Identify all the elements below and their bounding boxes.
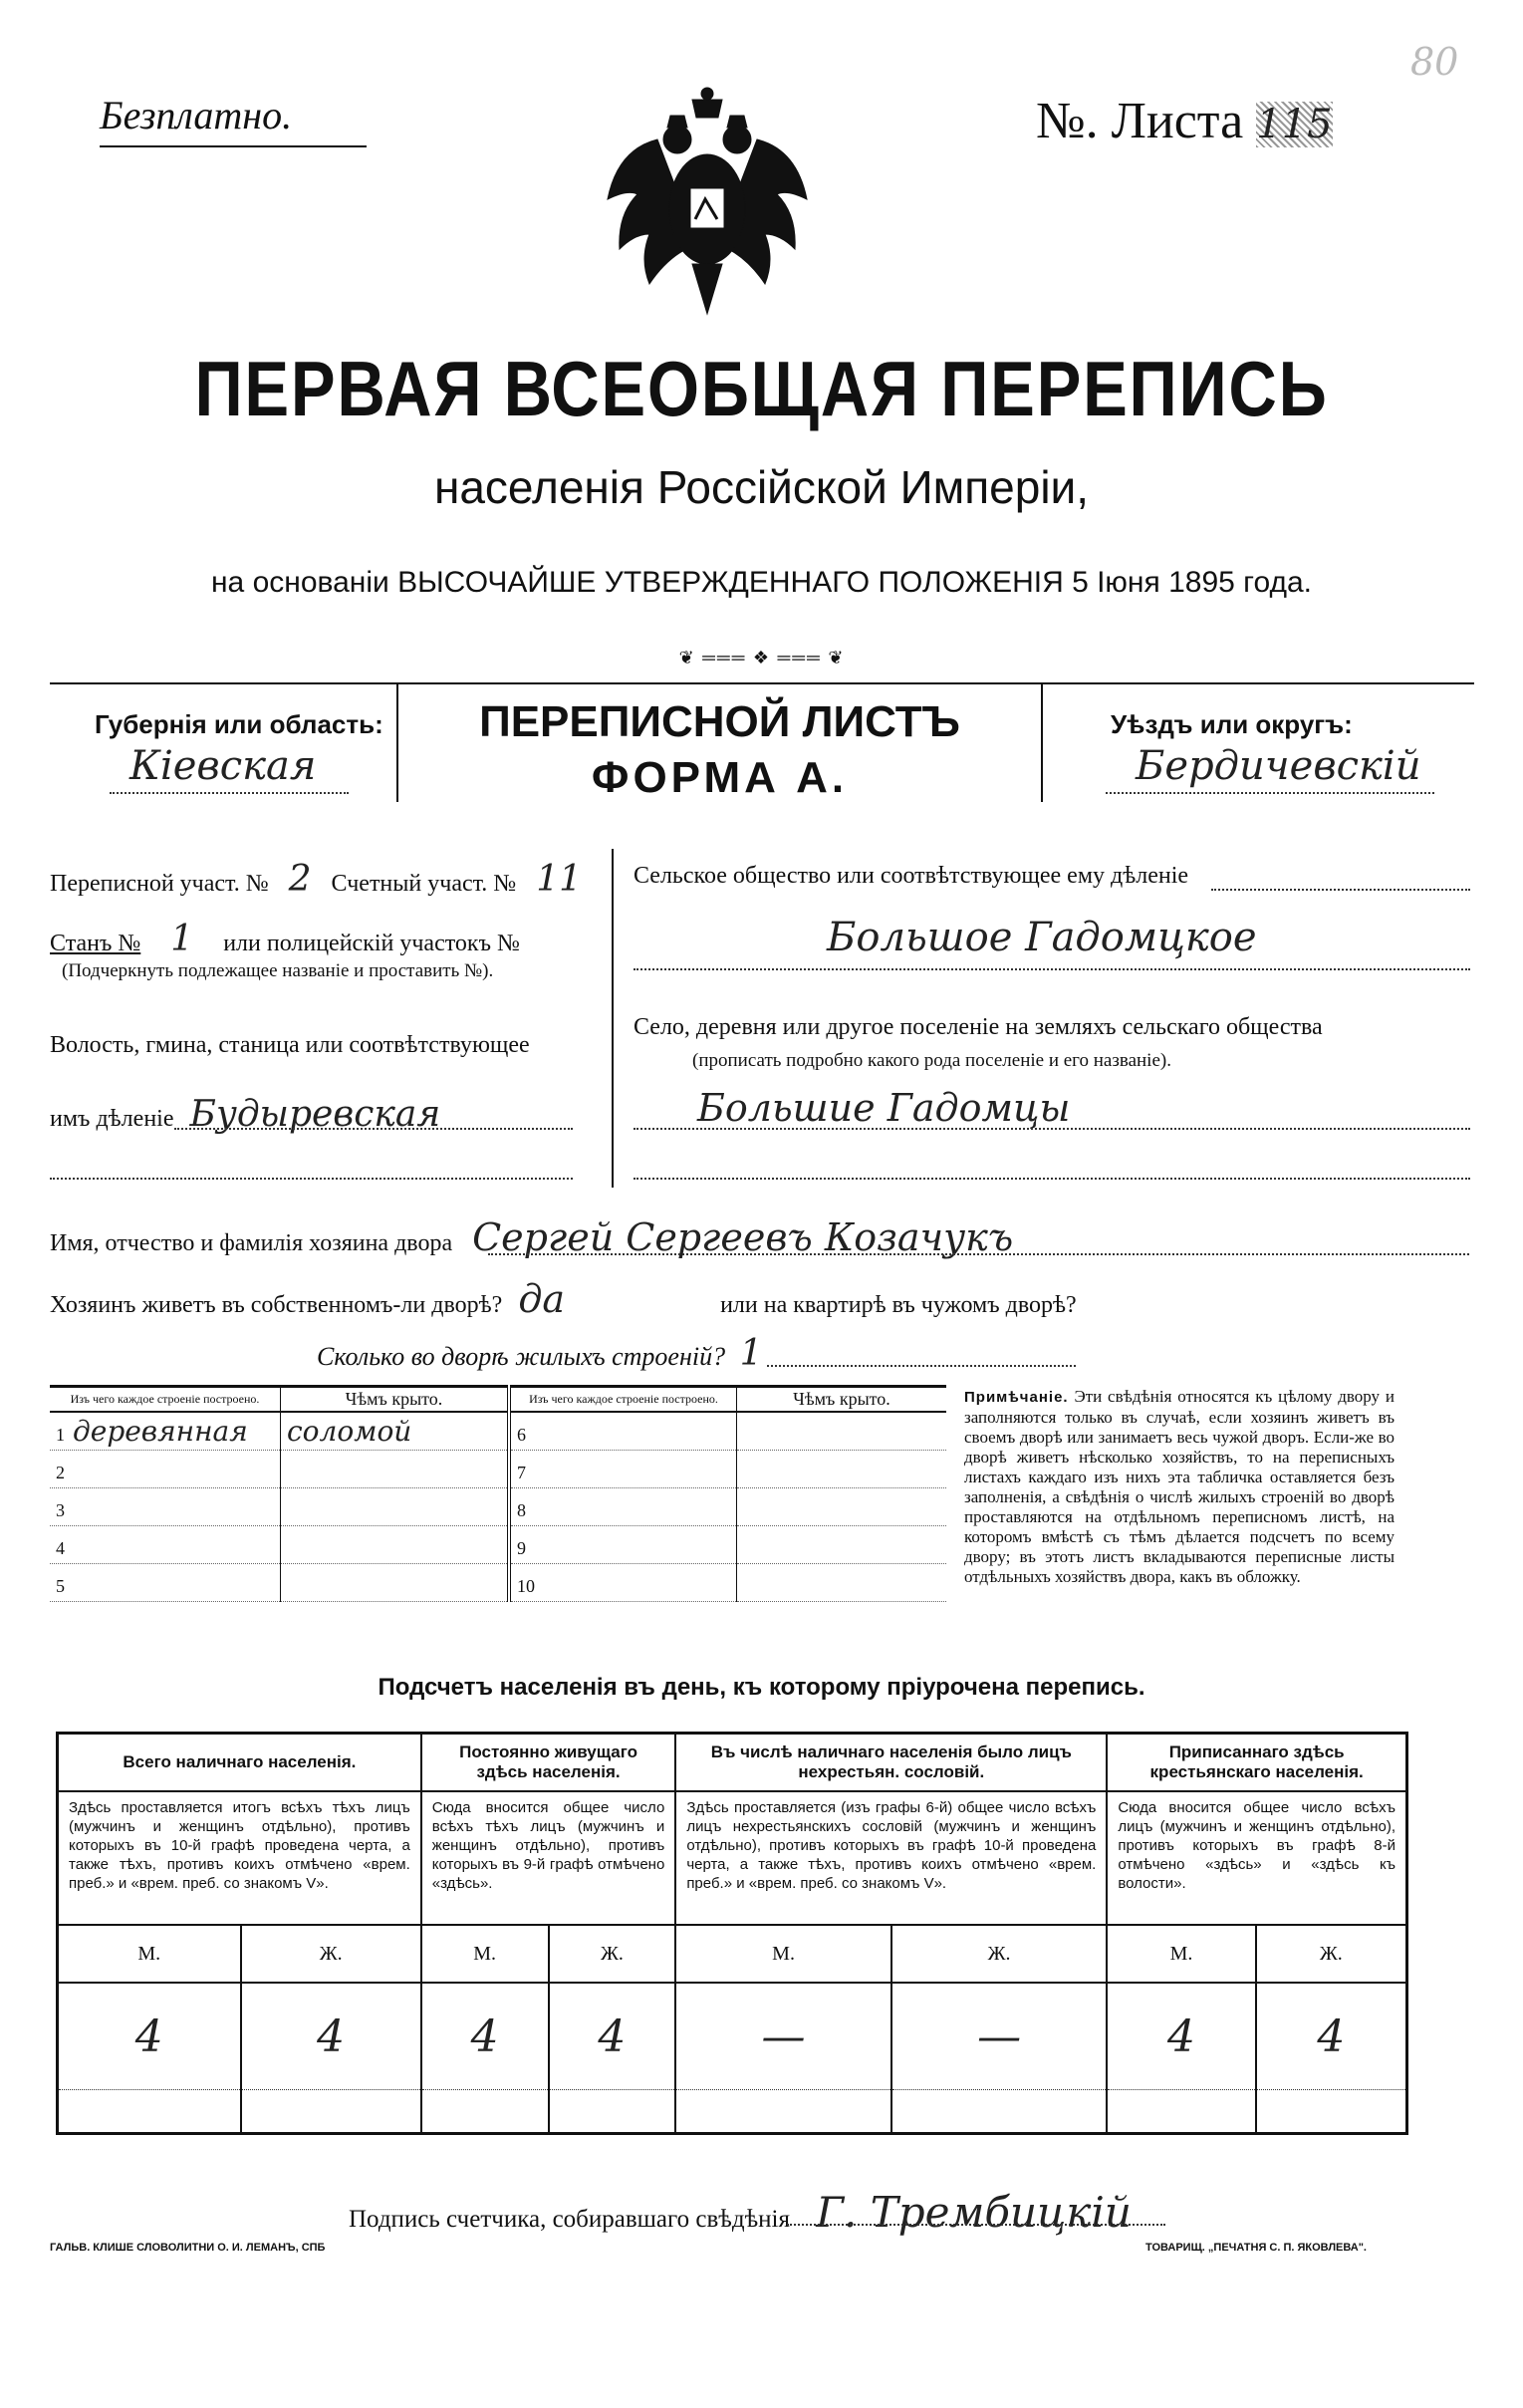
roof-header-left: Чѣмъ крыто. (281, 1387, 510, 1413)
basis-line: на основаніи ВЫСОЧАЙШЕ УТВЕРЖДЕННАГО ПОЛОЖЕНІЯ 5 Іюня 1895 года. (210, 566, 1312, 599)
corner-note: 80 (1410, 40, 1459, 84)
female-label: Ж. (1256, 1925, 1407, 1983)
population-desc-row (58, 1791, 1407, 1925)
apartment-label: или на квартирѣ въ чужомъ дворѣ? (720, 1292, 1077, 1318)
district-label: Уѣздъ или округъ: (1111, 709, 1353, 739)
form-title: ПЕРЕПИСНОЙ ЛИСТЪ (479, 697, 960, 746)
building-material-cell (50, 1487, 281, 1525)
population-blank-cell (1107, 2090, 1255, 2134)
province-value: Кіевская (129, 743, 317, 789)
male-label: М. (675, 1925, 890, 1983)
population-heading: Подсчетъ населенія въ день, къ которому пріурочена перепись. (378, 1674, 1145, 1701)
province-dots (110, 792, 349, 794)
main-title: ПЕРВАЯ ВСЕОБЩАЯ ПЕРЕПИСЬ (194, 345, 1329, 432)
female-count: 4 (241, 1983, 421, 2090)
free-label: Безплатно. (100, 93, 293, 137)
population-table-grid (56, 1732, 1408, 2135)
province-label: Губернія или область: (95, 709, 383, 739)
census-section-value: 2 (288, 859, 312, 900)
note-block (964, 1387, 1395, 1587)
society-dots-2 (634, 968, 1470, 970)
population-column-title: Постоянно живущаго здѣсь населенія. (421, 1734, 676, 1792)
signature-row (349, 2188, 1132, 2237)
society-value: Большое Гадомцкое (827, 915, 1257, 960)
note-text: Эти свѣдѣнія относятся къ цѣлому двору и заполняются только въ случаѣ, если хозяинъ живетъ въ своемъ дворѣ или занимаетъ весь чужой дворъ. Если-же во дворѣ живетъ нѣсколько хозяйствъ, то на переписныхъ листахъ каждаго изъ нихъ эта табличка оставляется безъ заполненія, а свѣдѣнія о числѣ жилыхъ строеній во дворѣ проставляются на отдѣльномъ переписномъ листѣ, на которомъ вмѣстѣ съ тѣмъ дѣлается подсчетъ по всему двору; въ этотъ листъ вкладываются переписные листы отдѣльныхъ хозяйствъ двора, какъ въ обложку. (964, 1387, 1395, 1586)
population-blank-cell (241, 2090, 421, 2134)
village-note: (прописать подробно какого рода поселеніе и его названіе). (692, 1050, 1171, 1071)
population-blank-cell (58, 2090, 241, 2134)
volost-dots-2 (50, 1178, 573, 1180)
buildings-label: Сколько во дворѣ жилыхъ строеній? (317, 1342, 726, 1371)
stan-value: 1 (170, 919, 194, 959)
form-top-rule (50, 682, 1474, 684)
population-values-row (58, 1983, 1407, 2090)
population-column-desc: Здѣсь проставляется итогъ всѣхъ тѣхъ лицъ (мужчинъ и женщинъ отдѣльно), противъ которыхъ въ 10-й графѣ проведена черта, а также тѣхъ, противъ коихъ отмѣчено «врем. преб.» и «врем. преб. со знакомъ V». (58, 1791, 421, 1925)
building-material-cell (50, 1450, 281, 1487)
owner-dots (488, 1253, 1469, 1255)
building-roof-cell (281, 1412, 510, 1450)
female-count: 4 (549, 1983, 676, 2090)
owner-name-value: Сергей Сергеевъ Козачукъ (472, 1215, 1014, 1259)
population-blank-cell (1256, 2090, 1407, 2134)
male-label: М. (58, 1925, 241, 1983)
population-blank-cell (675, 2090, 890, 2134)
male-count: 4 (58, 1983, 241, 2090)
volost-dots-1 (174, 1128, 573, 1130)
signature-label: Подпись счетчика, собиравшаго свѣдѣнія (349, 2206, 790, 2233)
building-number: 10 (517, 1575, 535, 1596)
village-value: Большие Гадомцы (697, 1086, 1071, 1130)
building-material-value: деревянная (73, 1414, 248, 1448)
census-section-label: Переписной участ. № (50, 871, 269, 897)
building-row (50, 1525, 946, 1563)
count-section-value: 11 (536, 859, 583, 900)
sheet-no-text: №. Листа (1036, 93, 1244, 149)
population-table (56, 1732, 1408, 2135)
lives-label: Хозяинъ живетъ въ собственномъ-ли дворѣ? (50, 1292, 503, 1318)
female-count: 4 (1256, 1983, 1407, 2090)
lives-row (50, 1277, 1077, 1321)
buildings-value: 1 (739, 1333, 763, 1374)
building-material-cell (50, 1563, 281, 1601)
material-header-left: Изъ чего каждое строеніе построено. (50, 1387, 281, 1413)
signature-value: Г. Трембицкій (816, 2188, 1132, 2237)
buildings-row (317, 1333, 763, 1374)
building-number: 2 (56, 1462, 65, 1482)
population-titles-row (58, 1734, 1407, 1792)
population-blank-row (58, 2090, 1407, 2134)
building-material-cell (50, 1412, 281, 1450)
male-count: 4 (421, 1983, 549, 2090)
building-row (50, 1412, 946, 1450)
society-label: Сельское общество или соотвѣтствующее ему дѣленіе (634, 863, 1189, 889)
population-blank-cell (549, 2090, 676, 2134)
buildings-table-body (50, 1412, 946, 1601)
buildings-table (50, 1385, 946, 1602)
buildings-dots (767, 1365, 1076, 1367)
volost-label-2: имъ дѣленіе (50, 1106, 174, 1132)
female-label: Ж. (241, 1925, 421, 1983)
stan-note: (Подчеркнуть подлежащее названіе и проставить №). (62, 960, 494, 981)
population-sex-row (58, 1925, 1407, 1983)
building-number: 5 (56, 1575, 65, 1596)
building-roof-cell (737, 1450, 947, 1487)
female-count: — (891, 1983, 1108, 2090)
building-material-cell (509, 1450, 737, 1487)
building-roof-cell (281, 1563, 510, 1601)
male-count: — (675, 1983, 890, 2090)
column-divider (612, 849, 614, 1188)
population-column-desc: Сюда вносится общее число всѣхъ лицъ (мужчинъ и женщинъ отдѣльно), противъ которыхъ въ графѣ 8-й отмѣчено «здѣсь» и «здѣсь къ волости». (1107, 1791, 1406, 1925)
building-material-cell (50, 1525, 281, 1563)
building-roof-cell (281, 1450, 510, 1487)
stan-label: Станъ № (50, 931, 141, 956)
village-label: Село, деревня или другое поселеніе на земляхъ сельскаго общества (634, 1014, 1323, 1040)
population-column-desc: Здѣсь проставляется (изъ графы 6-й) общее число всѣхъ лицъ нехрестьянскихъ сословій (мужчинъ и женщинъ отдѣльно), противъ которыхъ въ графѣ 10-й проведена черта, а также тѣхъ, противъ коихъ отмѣчено «врем. преб.» и «врем. преб. со знакомъ V». (675, 1791, 1107, 1925)
ornament-divider: ❦ ═══ ❖ ═══ ❦ (678, 648, 846, 668)
population-column-title: Въ числѣ наличнаго населенія было лицъ нехрестьян. сословій. (675, 1734, 1107, 1792)
stan-row (50, 919, 520, 959)
building-material-cell (509, 1487, 737, 1525)
building-number: 3 (56, 1499, 65, 1520)
district-value: Бердичевскій (1136, 743, 1421, 789)
female-label: Ж. (549, 1925, 676, 1983)
printer-left: ГАЛЬВ. КЛИШЕ СЛОВОЛИТНИ О. И. ЛЕМАНЪ, СПБ (50, 2242, 326, 2254)
lives-value: да (518, 1277, 566, 1321)
male-count: 4 (1107, 1983, 1255, 2090)
district-dots (1106, 792, 1434, 794)
female-label: Ж. (891, 1925, 1108, 1983)
sheet-number-label (1036, 92, 1333, 150)
population-blank-cell (421, 2090, 549, 2134)
building-row (50, 1563, 946, 1601)
building-roof-cell (737, 1563, 947, 1601)
building-row (50, 1487, 946, 1525)
building-number: 7 (517, 1462, 526, 1482)
building-roof-cell (737, 1525, 947, 1563)
building-number: 9 (517, 1537, 526, 1558)
subtitle: населенія Россійской Имперіи, (433, 461, 1090, 513)
building-roof-cell (281, 1525, 510, 1563)
village-dots-1 (634, 1128, 1470, 1130)
society-dots (1211, 889, 1470, 891)
buildings-table-grid (50, 1385, 946, 1602)
building-roof-cell (281, 1487, 510, 1525)
material-header-right: Изъ чего каждое строеніе построено. (509, 1387, 737, 1413)
building-roof-cell (737, 1412, 947, 1450)
count-section-label: Счетный участ. № (331, 871, 517, 897)
building-row (50, 1450, 946, 1487)
signature-dots (787, 2224, 1165, 2226)
population-column-title: Всего наличнаго населенія. (58, 1734, 421, 1792)
building-roof-value: соломой (287, 1414, 412, 1448)
form-right-divider (1041, 682, 1043, 802)
note-title: Примѣчаніе. (964, 1389, 1069, 1406)
form-name: ФОРМА А. (591, 753, 849, 802)
population-blank-cell (891, 2090, 1108, 2134)
building-number: 8 (517, 1499, 526, 1520)
male-label: М. (1107, 1925, 1255, 1983)
police-label: или полицейскій участокъ № (223, 931, 520, 956)
volost-label: Волость, гмина, станица или соотвѣтствующее (50, 1032, 530, 1058)
building-number: 4 (56, 1537, 65, 1558)
owner-name-label: Имя, отчество и фамилія хозяина двора (50, 1230, 453, 1256)
building-number: 1 (56, 1424, 65, 1445)
imperial-eagle-emblem (598, 80, 817, 339)
volost-value: Будыревская (189, 1094, 441, 1135)
building-roof-cell (737, 1487, 947, 1525)
sheet-no-value: 115 (1256, 102, 1333, 147)
free-underline (100, 145, 367, 147)
building-material-cell (509, 1412, 737, 1450)
village-dots-2 (634, 1178, 1470, 1180)
printer-right: ТОВАРИЩ. „ПЕЧАТНЯ С. П. ЯКОВЛЕВА". (1145, 2242, 1367, 2254)
census-section-row (50, 859, 596, 900)
building-material-cell (509, 1563, 737, 1601)
male-label: М. (421, 1925, 549, 1983)
building-material-cell (509, 1525, 737, 1563)
population-column-desc: Сюда вносится общее число всѣхъ тѣхъ лицъ (мужчинъ и женщинъ отдѣльно), противъ которыхъ въ 9-й графѣ отмѣчено «здѣсь». (421, 1791, 676, 1925)
roof-header-right: Чѣмъ крыто. (793, 1389, 890, 1409)
building-number: 6 (517, 1424, 526, 1445)
population-column-title: Приписаннаго здѣсь крестьянскаго населенія. (1107, 1734, 1406, 1792)
